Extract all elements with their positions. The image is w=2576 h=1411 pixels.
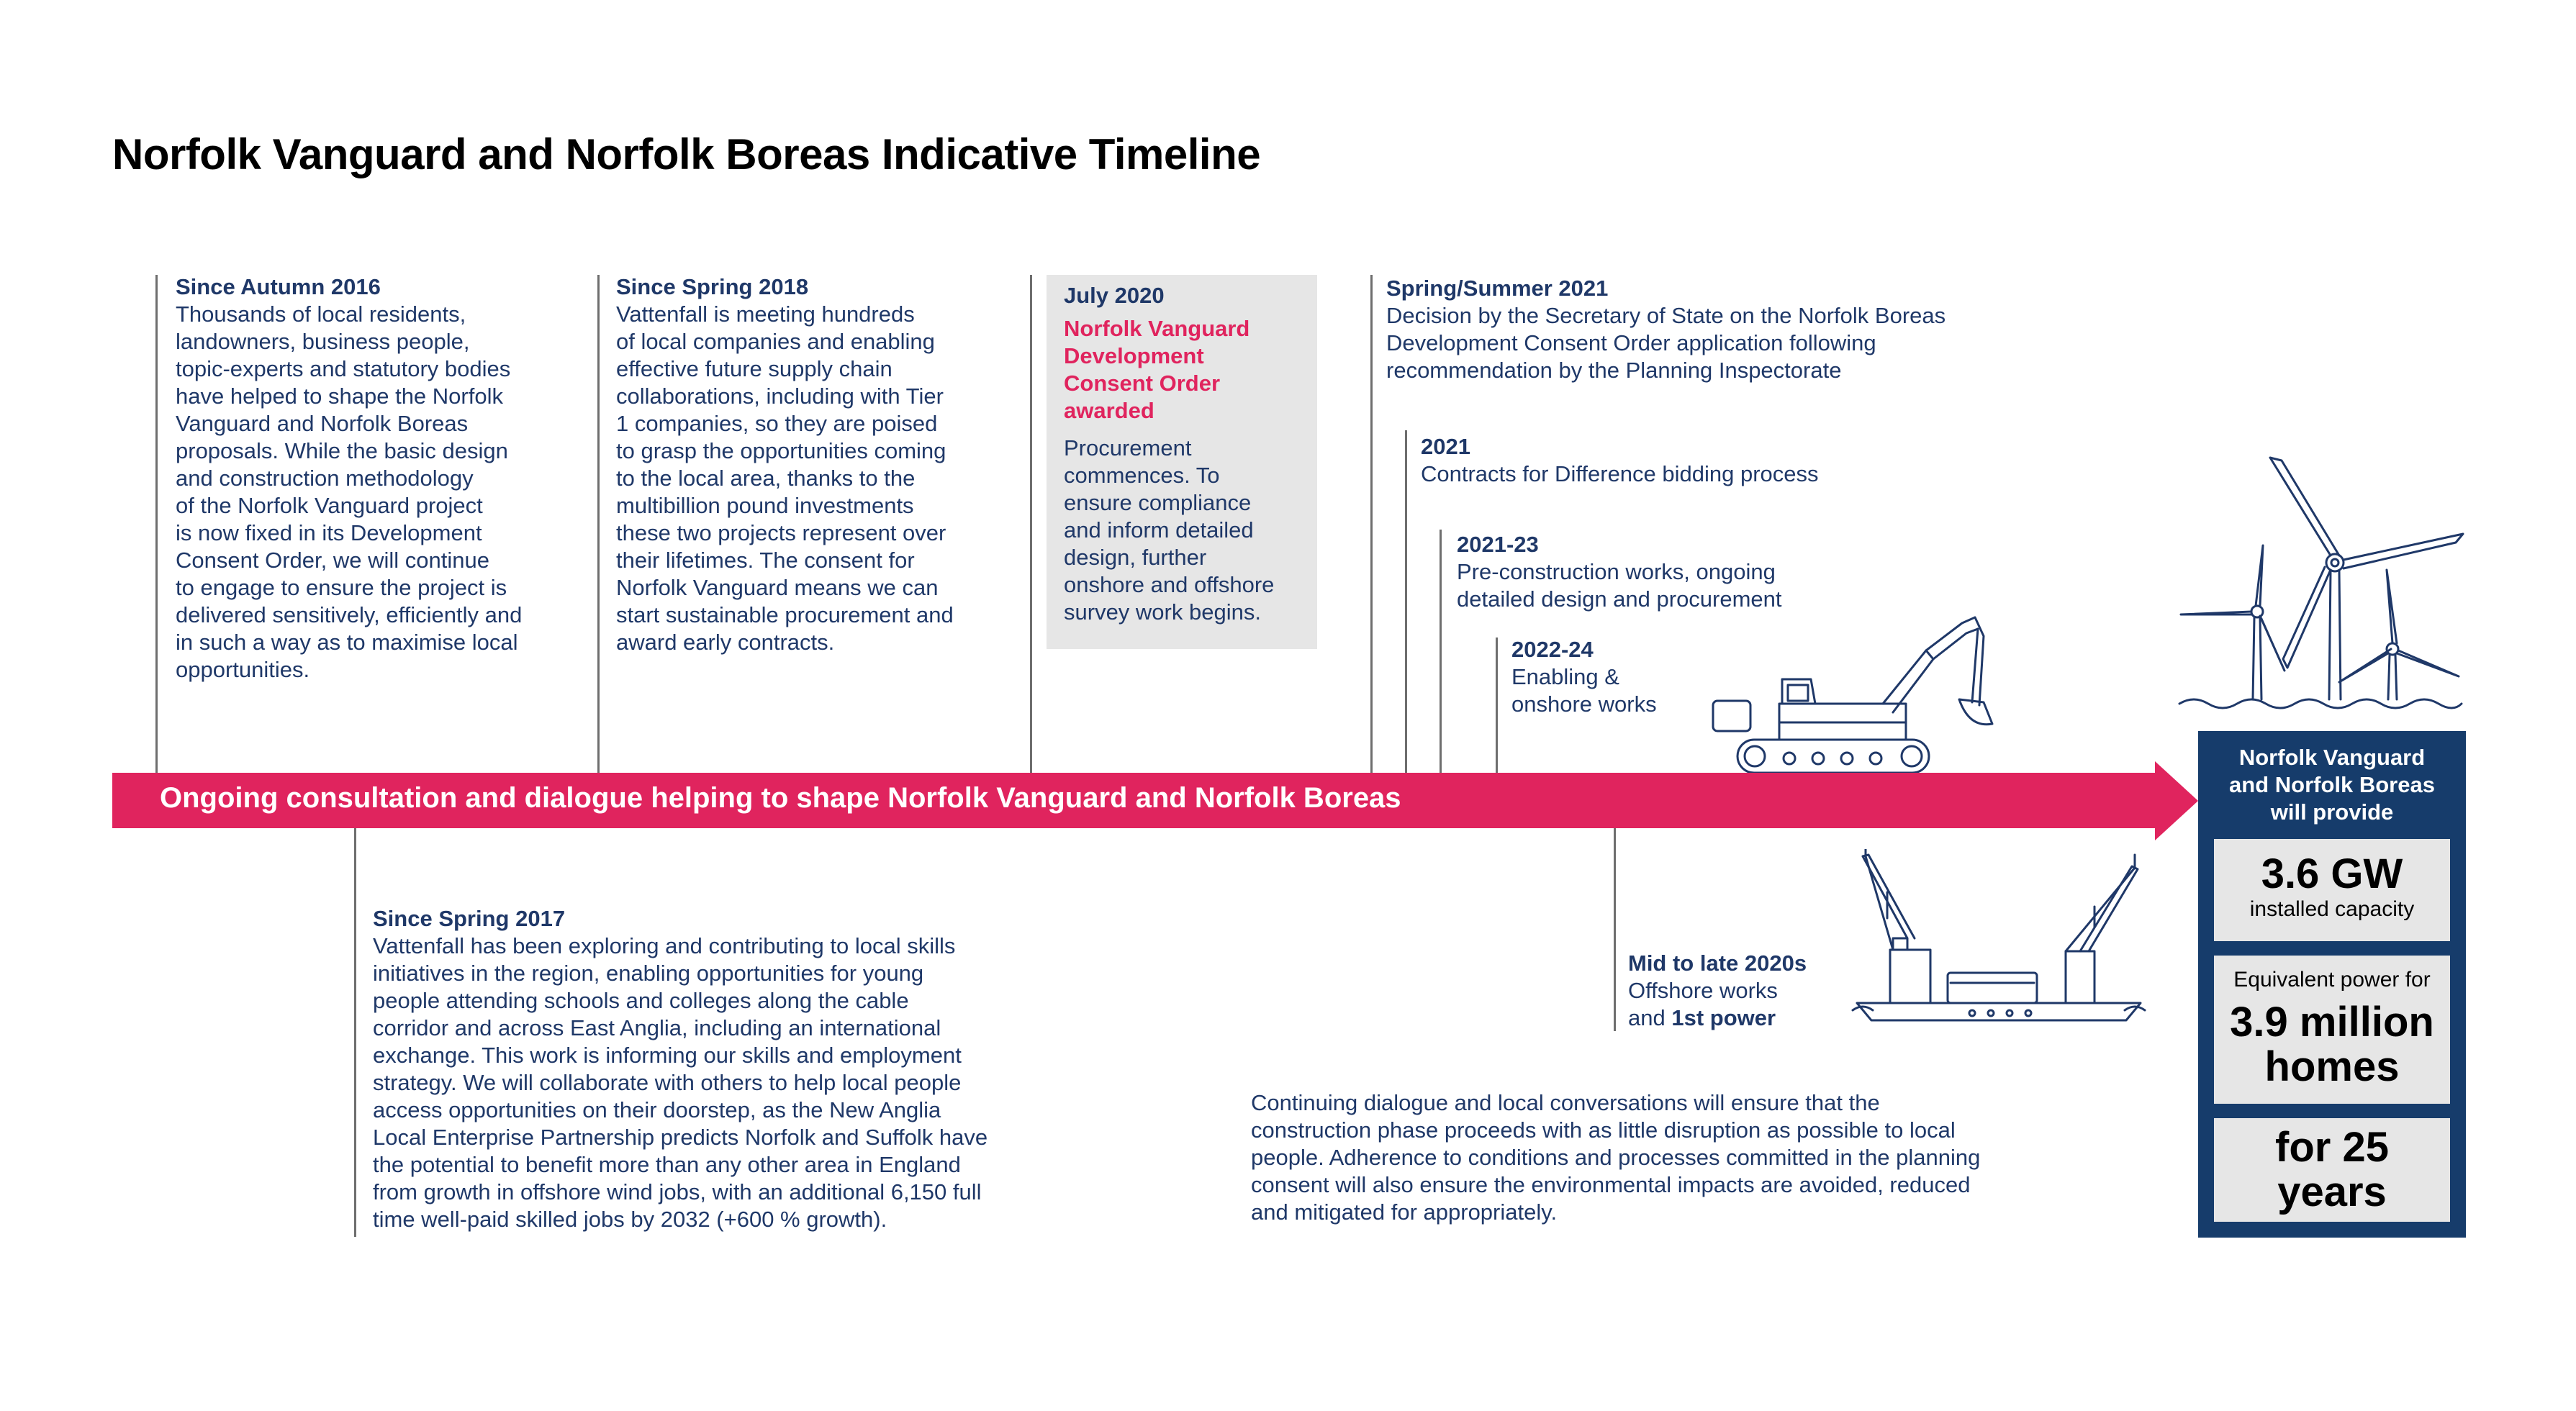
- page-title: Norfolk Vanguard and Norfolk Boreas Indicative Timeline: [112, 130, 1261, 178]
- milestone-line: to the local area, thanks to the: [616, 466, 916, 491]
- milestone-line: the potential to benefit more than any other area in England: [373, 1152, 961, 1177]
- dialogue-line: people. Adherence to conditions and processes committed in the planning: [1251, 1145, 1981, 1170]
- milestone-line: [1628, 1004, 1844, 1032]
- milestone-line: have helped to shape the Norfolk: [176, 384, 503, 409]
- milestone-line: recommendation by the Planning Inspectorate: [1386, 358, 1842, 383]
- stat-duration-line: for 25: [2275, 1124, 2389, 1171]
- milestone-line: start sustainable procurement and: [616, 602, 954, 627]
- milestone-line: opportunities.: [176, 657, 310, 682]
- connector-line: [1614, 828, 1616, 1031]
- milestone-line: these two projects represent over: [616, 520, 946, 545]
- milestone-line: topic-experts and statutory bodies: [176, 356, 511, 381]
- milestone-line: from growth in offshore wind jobs, with an additional 6,150 full: [373, 1179, 982, 1204]
- milestone-line: their lifetimes. The consent for: [616, 548, 915, 573]
- milestone-line: time well-paid skilled jobs by 2032 (+600 % growth).: [373, 1207, 887, 1232]
- connector-line: [1370, 275, 1373, 773]
- milestone-line: Offshore works: [1628, 978, 1778, 1003]
- milestone-mid-late-2020s: [1628, 950, 1844, 1032]
- timeline-arrow-head: [2155, 761, 2198, 840]
- connector-line: [1440, 530, 1442, 773]
- milestone-heading: Spring/Summer 2021: [1386, 276, 1609, 301]
- milestone-line: and inform detailed: [1064, 517, 1254, 543]
- milestone-line: corridor and across East Anglia, including an international: [373, 1015, 941, 1040]
- milestone-line: initiatives in the region, enabling opportunities for young: [373, 961, 924, 986]
- timeline-arrow-label: Ongoing consultation and dialogue helping to shape Norfolk Vanguard and Norfolk Boreas: [160, 782, 1401, 814]
- milestone-line: survey work begins.: [1064, 599, 1261, 625]
- stat-duration-line: years: [2277, 1169, 2387, 1215]
- panel-heading-line: Norfolk Vanguard: [2238, 745, 2426, 770]
- milestone-july-2020: [1064, 282, 1309, 626]
- milestone-line: award early contracts.: [616, 630, 835, 655]
- milestone-line: commences. To: [1064, 463, 1220, 488]
- milestone-line: and construction methodology: [176, 466, 474, 491]
- milestone-heading: Since Spring 2017: [373, 906, 566, 931]
- stat-homes-label: Equivalent power for: [2233, 968, 2431, 992]
- milestone-line: exchange. This work is informing our skills and employment: [373, 1043, 962, 1068]
- dialogue-line: and mitigated for appropriately.: [1251, 1199, 1558, 1225]
- milestone-line: of local companies and enabling: [616, 329, 935, 354]
- milestone-line: effective future supply chain: [616, 356, 892, 381]
- milestone-line: Decision by the Secretary of State on the Norfolk Boreas: [1386, 303, 1946, 328]
- milestone-heading: 2022-24: [1511, 637, 1594, 662]
- milestone-line: Contracts for Difference bidding process: [1421, 461, 1819, 486]
- milestone-line: Development Consent Order application following: [1386, 330, 1876, 355]
- milestone-line: Enabling &: [1511, 664, 1619, 689]
- milestone-line: proposals. While the basic design: [176, 438, 508, 463]
- milestone-line: Procurement: [1064, 435, 1192, 460]
- milestone-spring-summer-2021: [1386, 275, 2034, 384]
- connector-line: [597, 275, 600, 773]
- milestone-line: is now fixed in its Development: [176, 520, 482, 545]
- stat-capacity: [2214, 839, 2450, 941]
- milestone-heading: 2021: [1421, 434, 1470, 459]
- milestone-2021-23: [1457, 531, 1889, 613]
- stat-capacity-label: installed capacity: [2249, 897, 2415, 921]
- connector-line: [1496, 638, 1498, 773]
- consent-awarded-line: Development: [1064, 343, 1204, 368]
- milestone-line: Vattenfall is meeting hundreds: [616, 301, 915, 327]
- stat-homes-value: 3.9 million: [2230, 999, 2434, 1045]
- milestone-line: Vanguard and Norfolk Boreas: [176, 411, 469, 436]
- milestone-line: people attending schools and colleges along the cable: [373, 988, 909, 1013]
- summary-panel-heading: [2198, 744, 2466, 826]
- connector-line: [354, 828, 356, 1237]
- milestone-line: design, further: [1064, 545, 1207, 570]
- consent-awarded-line: Consent Order: [1064, 371, 1221, 396]
- stat-capacity-value: 3.6 GW: [2261, 850, 2403, 897]
- first-power-label: 1st power: [1671, 1005, 1776, 1030]
- milestone-spring-2017: [373, 905, 1049, 1233]
- milestone-heading: Since Spring 2018: [616, 274, 809, 299]
- milestone-line: landowners, business people,: [176, 329, 470, 354]
- connector-line: [155, 275, 158, 773]
- milestone-line: access opportunities on their doorstep, as the New Anglia: [373, 1097, 941, 1122]
- milestone-line: Pre-construction works, ongoing: [1457, 559, 1776, 584]
- milestone-line: in such a way as to maximise local: [176, 630, 518, 655]
- panel-heading-line: and Norfolk Boreas: [2229, 772, 2435, 797]
- continuing-dialogue-text: [1251, 1089, 2115, 1226]
- wind-turbines-icon: [2177, 455, 2464, 722]
- dialogue-line: consent will also ensure the environmental impacts are avoided, reduced: [1251, 1172, 1971, 1197]
- milestone-line: Norfolk Vanguard means we can: [616, 575, 939, 600]
- milestone-line: Vattenfall has been exploring and contributing to local skills: [373, 933, 956, 958]
- stat-homes-unit: homes: [2264, 1043, 2400, 1090]
- milestone-autumn-2016: [176, 273, 579, 684]
- milestone-line: delivered sensitively, efficiently and: [176, 602, 523, 627]
- excavator-icon: [1710, 607, 1998, 777]
- stat-duration: [2214, 1118, 2450, 1222]
- stat-homes: [2214, 956, 2450, 1104]
- milestone-heading: Mid to late 2020s: [1628, 951, 1807, 976]
- milestone-line: Consent Order, we will continue: [176, 548, 489, 573]
- milestone-line: to grasp the opportunities coming: [616, 438, 946, 463]
- consent-awarded-line: awarded: [1064, 398, 1154, 423]
- milestone-line: strategy. We will collaborate with others to help local people: [373, 1070, 962, 1095]
- milestone-line: ensure compliance: [1064, 490, 1252, 515]
- milestone-spring-2018: [616, 273, 1026, 656]
- offshore-vessel-icon: [1850, 849, 2148, 1029]
- connector-line: [1405, 430, 1407, 773]
- milestone-line-prefix: and: [1628, 1005, 1672, 1030]
- milestone-heading: July 2020: [1064, 283, 1165, 308]
- milestone-line: of the Norfolk Vanguard project: [176, 493, 483, 518]
- milestone-2021: [1421, 433, 1939, 488]
- milestone-line: detailed design and procurement: [1457, 586, 1782, 612]
- dialogue-line: Continuing dialogue and local conversations will ensure that the: [1251, 1090, 1880, 1115]
- milestone-line: onshore and offshore: [1064, 572, 1275, 597]
- milestone-line: to engage to ensure the project is: [176, 575, 507, 600]
- milestone-line: multibillion pound investments: [616, 493, 914, 518]
- milestone-heading: 2021-23: [1457, 532, 1539, 557]
- milestone-line: 1 companies, so they are poised: [616, 411, 938, 436]
- milestone-line: Local Enterprise Partnership predicts Norfolk and Suffolk have: [373, 1125, 988, 1150]
- milestone-line: Thousands of local residents,: [176, 301, 466, 327]
- milestone-heading: Since Autumn 2016: [176, 274, 381, 299]
- connector-line: [1030, 275, 1032, 773]
- panel-heading-line: will provide: [2270, 799, 2394, 825]
- milestone-line: collaborations, including with Tier: [616, 384, 944, 409]
- consent-awarded-line: Norfolk Vanguard: [1064, 316, 1250, 341]
- dialogue-line: construction phase proceeds with as little disruption as possible to local: [1251, 1117, 1956, 1143]
- milestone-2022-24: [1511, 636, 1699, 718]
- milestone-line: onshore works: [1511, 691, 1657, 717]
